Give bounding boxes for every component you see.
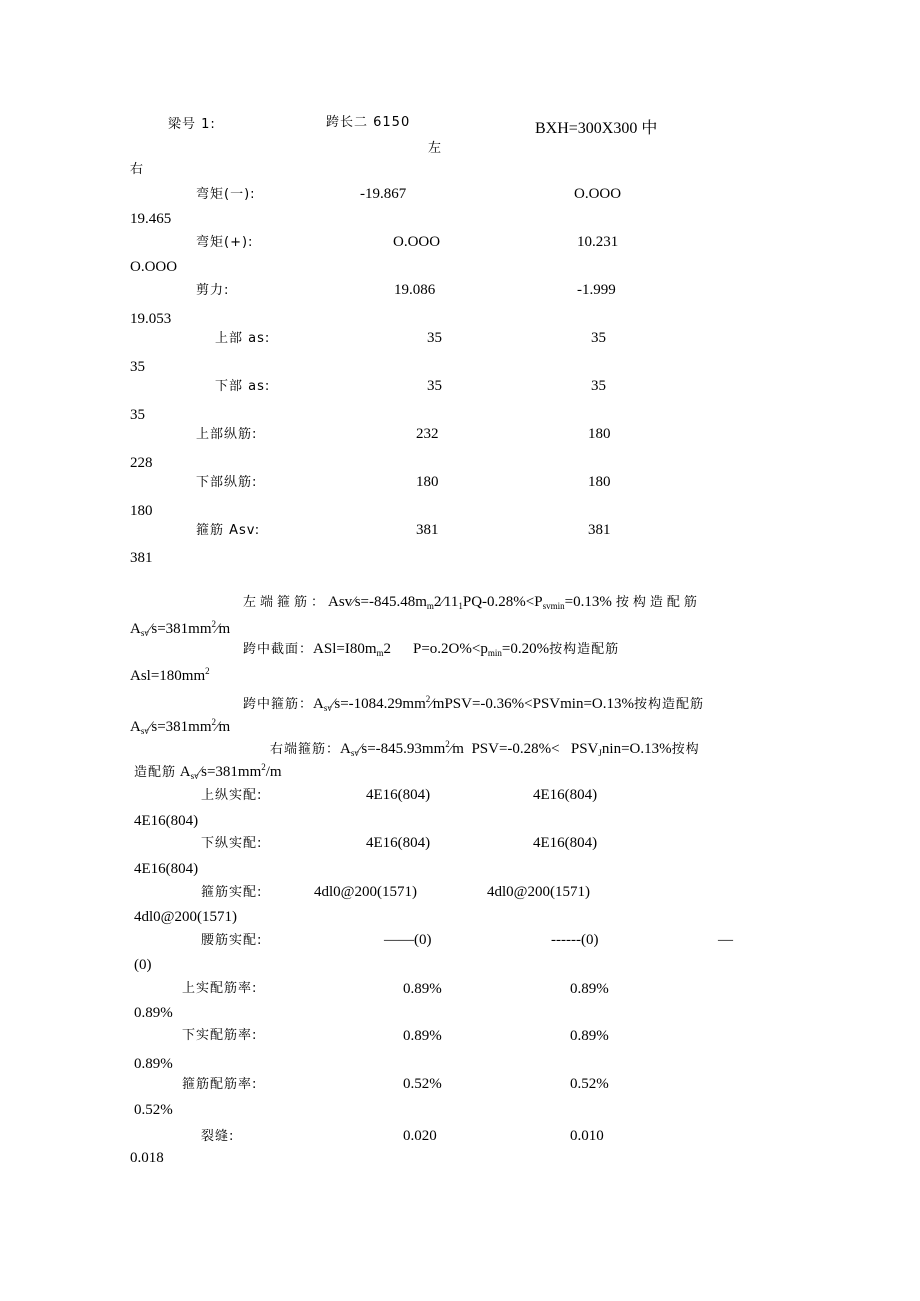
row-right-value: 35 xyxy=(130,359,145,375)
actual-mid-value: 4E16(804) xyxy=(533,835,598,851)
beam-number: 梁号 1: xyxy=(168,117,216,132)
row-right-value: 381 xyxy=(130,550,153,566)
note-mid-section: 跨中截面：$ASl=I80m_m2$ $P=o.2O\%<p_{min}=0.20\%$按构造配筋 xyxy=(243,641,620,658)
row-mid-value: 180 xyxy=(588,426,611,442)
note-mid-stirrup-result: $A_{sv}⁄s=381mm^2⁄m$ xyxy=(130,717,231,736)
actual-mid-value: ------(0) xyxy=(551,932,599,948)
row-right-value: 19.053 xyxy=(130,311,172,327)
actual-left-value: 4E16(804) xyxy=(366,787,431,803)
row-label: 上部 as: xyxy=(215,331,271,346)
actual-label: 上实配筋率: xyxy=(182,981,258,996)
actual-label: 裂缝: xyxy=(201,1129,235,1144)
row-right-value: 228 xyxy=(130,455,153,471)
row-mid-value: 381 xyxy=(588,522,611,538)
row-left-value: -19.867 xyxy=(360,186,407,202)
row-right-value: 19.465 xyxy=(130,211,172,227)
actual-right-value: 4dl0@200(1571) xyxy=(134,909,237,925)
row-label: 弯矩(一): xyxy=(196,187,256,202)
row-label: 下部 as: xyxy=(215,379,271,394)
column-right-label: 右 xyxy=(130,162,145,177)
actual-left-value: 4dl0@200(1571) xyxy=(314,884,417,900)
actual-left-value: 0.89% xyxy=(403,981,442,997)
actual-right-value: 4E16(804) xyxy=(134,813,199,829)
actual-right-value: 0.89% xyxy=(134,1005,173,1021)
note-mid-section-result: $Asl=180mm^2$ xyxy=(130,666,210,684)
actual-right-value: 0.89% xyxy=(134,1056,173,1072)
row-left-value: O.OOO xyxy=(393,234,441,250)
row-label: 箍筋 Asv: xyxy=(196,523,261,538)
actual-mid-value: 0.89% xyxy=(570,1028,609,1044)
actual-dash: — xyxy=(718,932,733,948)
row-mid-value: O.OOO xyxy=(574,186,622,202)
actual-left-value: 0.52% xyxy=(403,1076,442,1092)
actual-left-value: 4E16(804) xyxy=(366,835,431,851)
actual-label: 下纵实配: xyxy=(201,836,263,851)
row-left-value: 35 xyxy=(427,378,442,394)
row-mid-value: 35 xyxy=(591,378,606,394)
row-left-value: 35 xyxy=(427,330,442,346)
actual-label: 上纵实配: xyxy=(201,788,263,803)
actual-label: 腰筋实配: xyxy=(201,933,263,948)
note-right-stirrup-result: 造配筋 $A_{sv}⁄s=381mm^2/m$ xyxy=(134,762,282,781)
actual-label: 箍筋实配: xyxy=(201,885,263,900)
actual-right-value: (0) xyxy=(134,957,152,973)
row-label: 弯矩(+): xyxy=(196,235,254,250)
note-mid-stirrup: 跨中箍筋：$A_{sv}⁄s=-1084.29mm^2⁄mPSV=-0.36\%<PSVmin=O.13\%$按构造配筋 xyxy=(243,694,705,713)
note-left-stirrup-result: $A_{sv}⁄s=381mm^2⁄m$ xyxy=(130,619,231,638)
actual-right-value: 0.018 xyxy=(130,1150,164,1166)
row-mid-value: 10.231 xyxy=(577,234,619,250)
row-label: 上部纵筋: xyxy=(196,427,258,442)
note-left-stirrup: 左端箍筋：$Asv⁄s=-845.48m_m2⁄11_1PQ-0.28\%<P_{svmin}=0.13\%$ 按构造配筋 xyxy=(243,594,701,611)
column-left-label: 左 xyxy=(428,141,443,156)
actual-label: 箍筋配筋率: xyxy=(182,1077,258,1092)
actual-left-value: 0.020 xyxy=(403,1128,437,1144)
row-left-value: 180 xyxy=(416,474,439,490)
actual-label: 下实配筋率: xyxy=(182,1028,258,1043)
actual-left-value: 0.89% xyxy=(403,1028,442,1044)
actual-right-value: 4E16(804) xyxy=(134,861,199,877)
row-left-value: 232 xyxy=(416,426,439,442)
row-left-value: 19.086 xyxy=(394,282,436,298)
actual-mid-value: 4dl0@200(1571) xyxy=(487,884,590,900)
span-length: 跨长二 6150 xyxy=(326,115,411,130)
note-right-stirrup: 右端箍筋：$A_{sv}⁄s=-845.93mm^2⁄m$ $PSV=-0.28\%< PSV_Jnin=O.13\%$按构 xyxy=(270,739,700,758)
actual-mid-value: 0.89% xyxy=(570,981,609,997)
actual-mid-value: 4E16(804) xyxy=(533,787,598,803)
row-mid-value: 35 xyxy=(591,330,606,346)
row-mid-value: 180 xyxy=(588,474,611,490)
actual-left-value: ——(0) xyxy=(384,932,432,948)
actual-right-value: 0.52% xyxy=(134,1102,173,1118)
row-right-value: 35 xyxy=(130,407,145,423)
row-left-value: 381 xyxy=(416,522,439,538)
actual-mid-value: 0.010 xyxy=(570,1128,604,1144)
row-mid-value: -1.999 xyxy=(577,282,616,298)
row-label: 剪力: xyxy=(196,283,230,298)
row-right-value: 180 xyxy=(130,503,153,519)
row-right-value: O.OOO xyxy=(130,259,178,275)
row-label: 下部纵筋: xyxy=(196,475,258,490)
section-size: BXH=300X300 中 xyxy=(535,120,658,137)
actual-mid-value: 0.52% xyxy=(570,1076,609,1092)
